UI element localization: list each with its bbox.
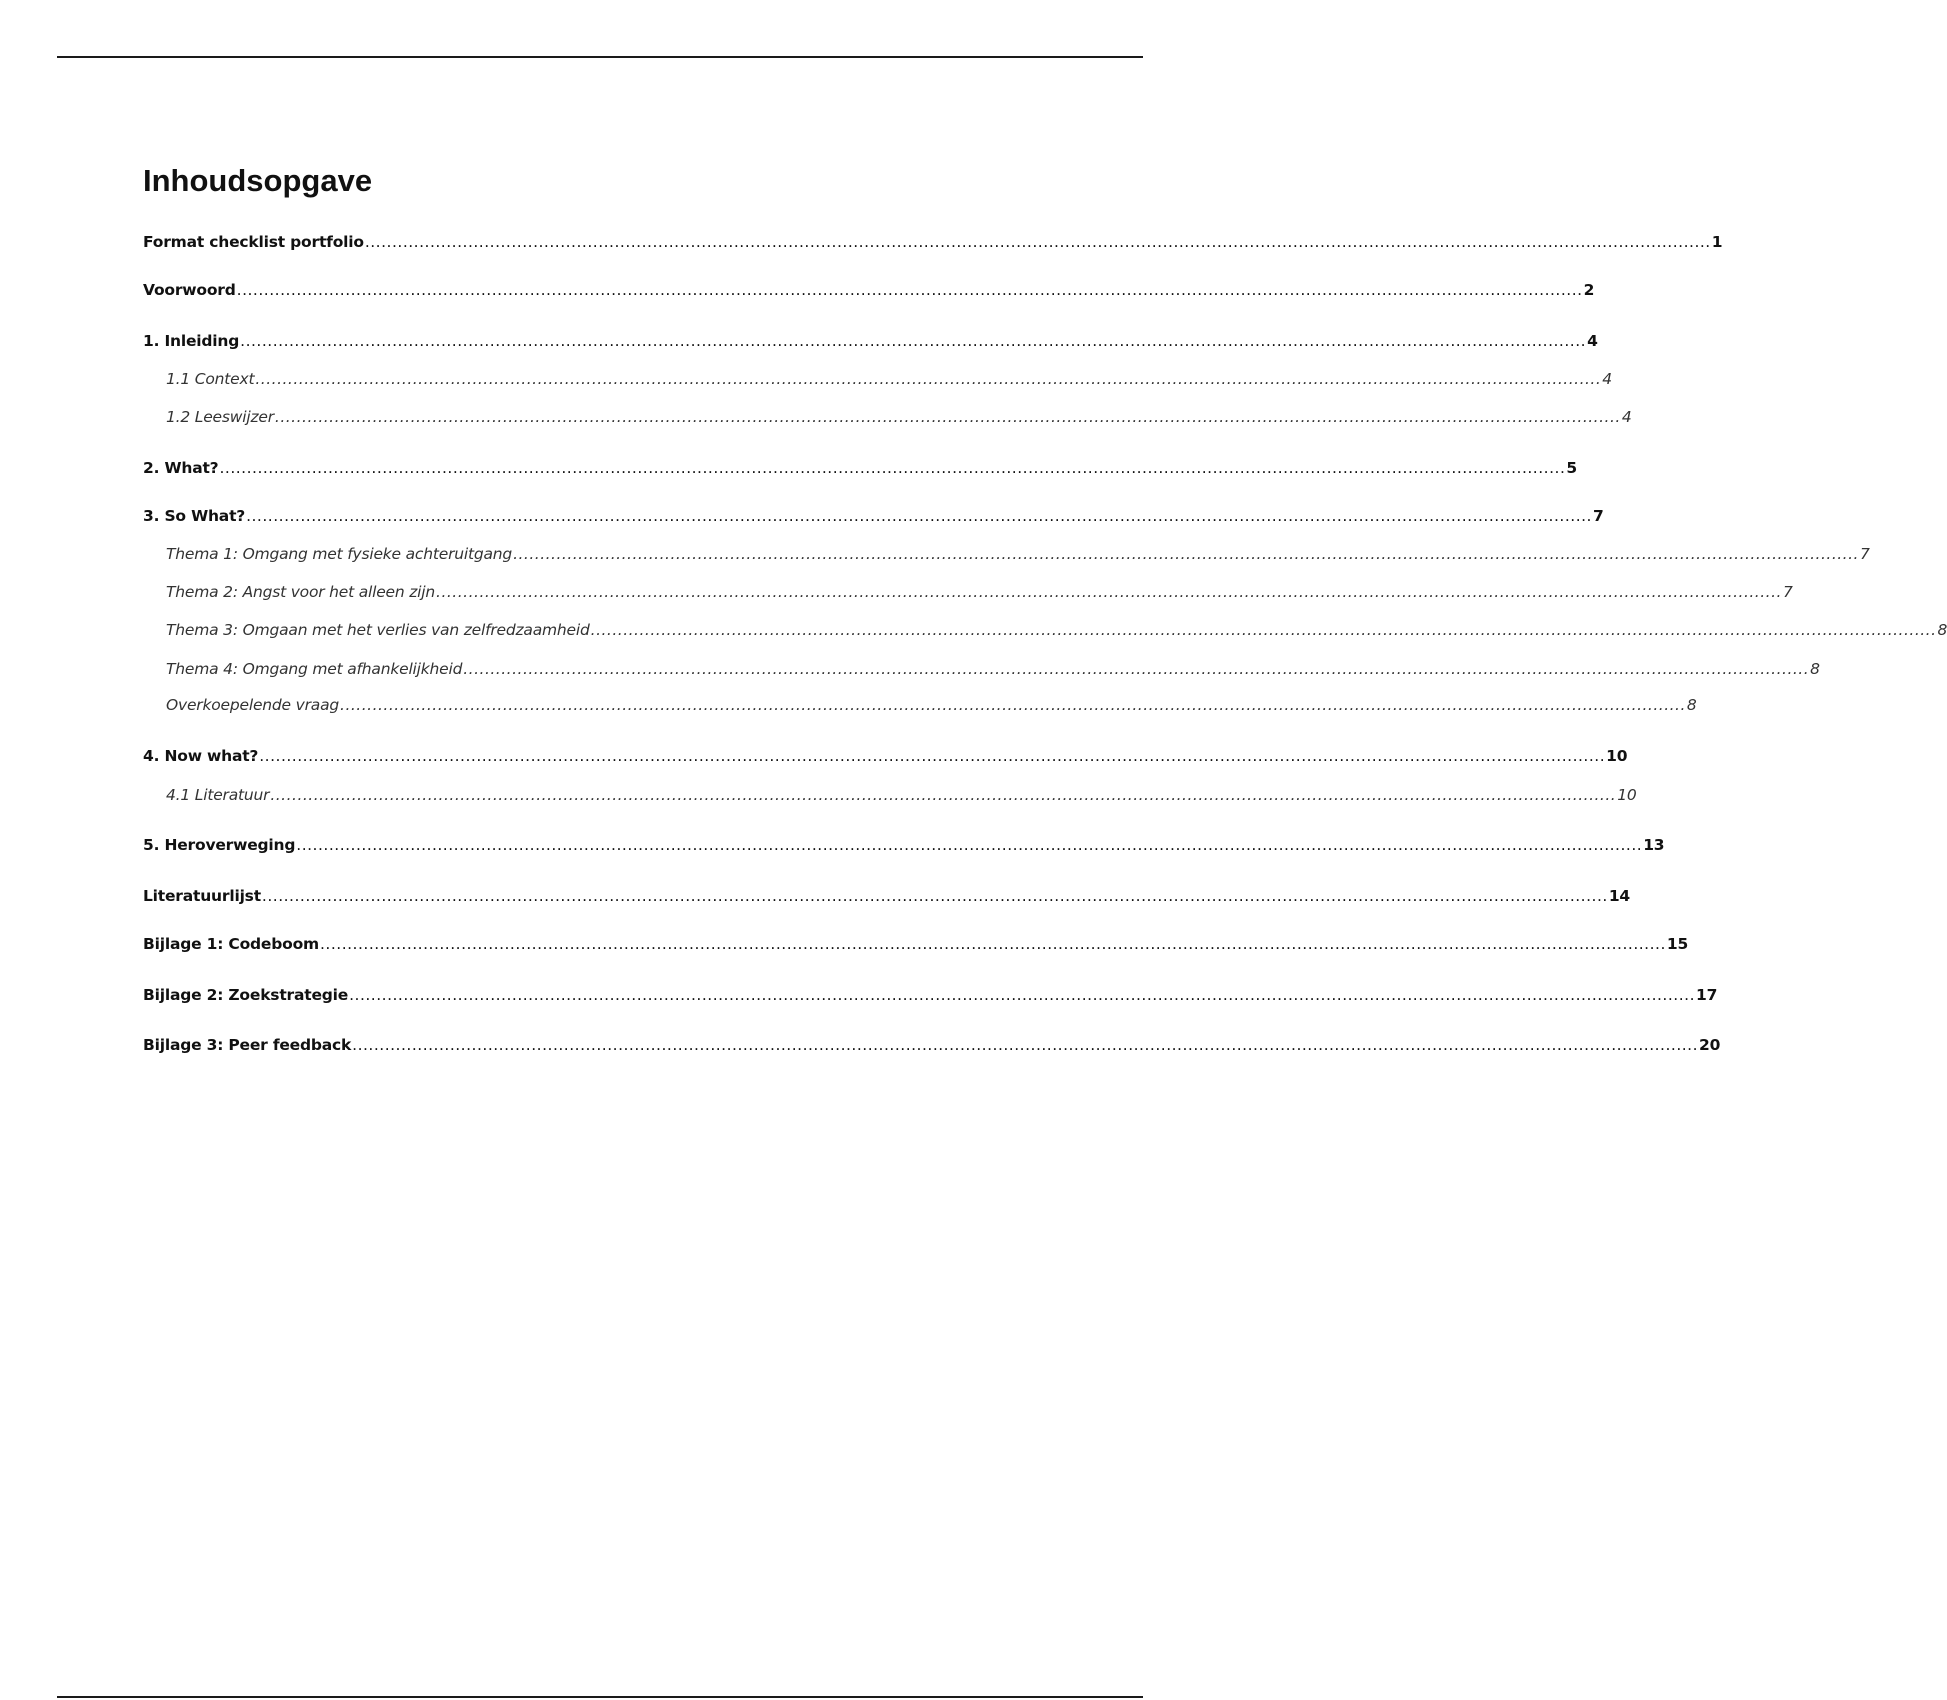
toc-page-number: 2 — [1583, 281, 1595, 299]
toc-dot-leader: ........................................................................................................................................................................................................................................................ — [463, 660, 1810, 678]
toc-entry-bijlage-1[interactable] — [143, 934, 1689, 954]
toc-entry-label: Format checklist portfolio — [143, 233, 364, 251]
toc-dot-leader: ........................................................................................................................................................................................................................................................ — [349, 986, 1695, 1004]
toc-entry-label: 4. Now what? — [143, 747, 259, 765]
toc-entry-label: Thema 4: Omgang met afhankelijkheid — [166, 660, 463, 678]
toc-dot-leader: ........................................................................................................................................................................................................................................................ — [240, 332, 1587, 350]
toc-dot-leader: ........................................................................................................................................................................................................................................................ — [270, 786, 1617, 804]
toc-entry-thema-3[interactable] — [166, 620, 1947, 640]
toc-page-number: 7 — [1782, 583, 1793, 601]
toc-entry-overkoepelende-vraag[interactable] — [166, 695, 1697, 715]
toc-dot-leader: ........................................................................................................................................................................................................................................................ — [246, 507, 1592, 525]
toc-entry-context[interactable] — [166, 369, 1612, 389]
toc-dot-leader: ........................................................................................................................................................................................................................................................ — [255, 370, 1602, 388]
toc-entry-label: Bijlage 2: Zoekstrategie — [143, 986, 349, 1004]
toc-dot-leader: ........................................................................................................................................................................................................................................................ — [590, 621, 1937, 639]
toc-entry-label: 1.2 Leeswijzer — [166, 408, 274, 426]
toc-page-number: 4 — [1621, 408, 1632, 426]
toc-entry-literatuur[interactable] — [166, 785, 1637, 805]
toc-entry-label: Voorwoord — [143, 281, 236, 299]
toc-entry-what[interactable] — [143, 458, 1577, 478]
toc-entry-now-what[interactable] — [143, 746, 1628, 766]
toc-entry-bijlage-3[interactable] — [143, 1035, 1721, 1055]
toc-dot-leader: ........................................................................................................................................................................................................................................................ — [259, 747, 1606, 765]
toc-entry-thema-2[interactable] — [166, 582, 1793, 602]
toc-dot-leader: ........................................................................................................................................................................................................................................................ — [436, 583, 1782, 601]
toc-page-number: 13 — [1643, 836, 1665, 854]
toc-entry-voorwoord[interactable] — [143, 280, 1595, 300]
toc-page-number: 4 — [1587, 332, 1598, 350]
toc-entry-label: 3. So What? — [143, 507, 246, 525]
toc-title: Inhoudsopgave — [143, 163, 373, 198]
toc-entry-heroverweging[interactable] — [143, 835, 1665, 855]
toc-dot-leader: ........................................................................................................................................................................................................................................................ — [352, 1036, 1699, 1054]
toc-dot-leader: ........................................................................................................................................................................................................................................................ — [296, 836, 1643, 854]
toc-entry-thema-4[interactable] — [166, 659, 1820, 679]
toc-entry-thema-1[interactable] — [166, 544, 1870, 564]
toc-entry-label: Thema 2: Angst voor het alleen zijn — [166, 583, 436, 601]
toc-dot-leader: ........................................................................................................................................................................................................................................................ — [261, 887, 1608, 905]
toc-entry-label: 5. Heroverweging — [143, 836, 296, 854]
toc-entry-bijlage-2[interactable] — [143, 985, 1718, 1005]
toc-dot-leader: ........................................................................................................................................................................................................................................................ — [219, 459, 1566, 477]
toc-entry-label: Bijlage 3: Peer feedback — [143, 1036, 352, 1054]
toc-entry-label: 1.1 Context — [166, 370, 255, 388]
toc-dot-leader: ........................................................................................................................................................................................................................................................ — [364, 233, 1711, 251]
toc-dot-leader: ........................................................................................................................................................................................................................................................ — [236, 281, 1583, 299]
toc-page-number: 7 — [1592, 507, 1604, 525]
toc-entry-label: Thema 1: Omgang met fysieke achteruitgang — [166, 545, 513, 563]
toc-page-number: 8 — [1810, 660, 1820, 678]
toc-page-number: 8 — [1937, 621, 1947, 639]
toc-page-number: 5 — [1566, 459, 1577, 477]
toc-page-number: 7 — [1859, 545, 1870, 563]
toc-page-number: 10 — [1617, 786, 1637, 804]
toc-entry-literatuurlijst[interactable] — [143, 886, 1630, 906]
toc-dot-leader: ........................................................................................................................................................................................................................................................ — [274, 408, 1621, 426]
toc-page-number: 15 — [1666, 935, 1689, 953]
toc-page-number: 20 — [1699, 1036, 1721, 1054]
toc-entry-label: 1. Inleiding — [143, 332, 240, 350]
toc-entry-label: 4.1 Literatuur — [166, 786, 270, 804]
toc-page-number: 14 — [1608, 887, 1630, 905]
toc-entry-label: Bijlage 1: Codeboom — [143, 935, 319, 953]
toc-page-number: 17 — [1696, 986, 1718, 1004]
toc-dot-leader: ........................................................................................................................................................................................................................................................ — [340, 696, 1686, 714]
toc-page-number: 8 — [1686, 696, 1697, 714]
toc-entry-label: Overkoepelende vraag — [166, 696, 340, 714]
toc-page-number: 1 — [1711, 233, 1723, 251]
toc-dot-leader: ........................................................................................................................................................................................................................................................ — [319, 935, 1666, 953]
footer-rule — [57, 1696, 1143, 1698]
toc-entry-label: Thema 3: Omgaan met het verlies van zelfredzaamheid — [166, 621, 590, 639]
toc-page-number: 4 — [1602, 370, 1612, 388]
toc-page-number: 10 — [1606, 747, 1628, 765]
toc-entry-so-what[interactable] — [143, 506, 1604, 526]
toc-entry-leeswijzer[interactable] — [166, 407, 1632, 427]
toc-entry-format-checklist[interactable] — [143, 232, 1723, 252]
toc-dot-leader: ........................................................................................................................................................................................................................................................ — [513, 545, 1859, 563]
header-rule — [57, 56, 1143, 58]
toc-entry-label: Literatuurlijst — [143, 887, 261, 905]
toc-entry-inleiding[interactable] — [143, 331, 1598, 351]
toc-entry-label: 2. What? — [143, 459, 219, 477]
